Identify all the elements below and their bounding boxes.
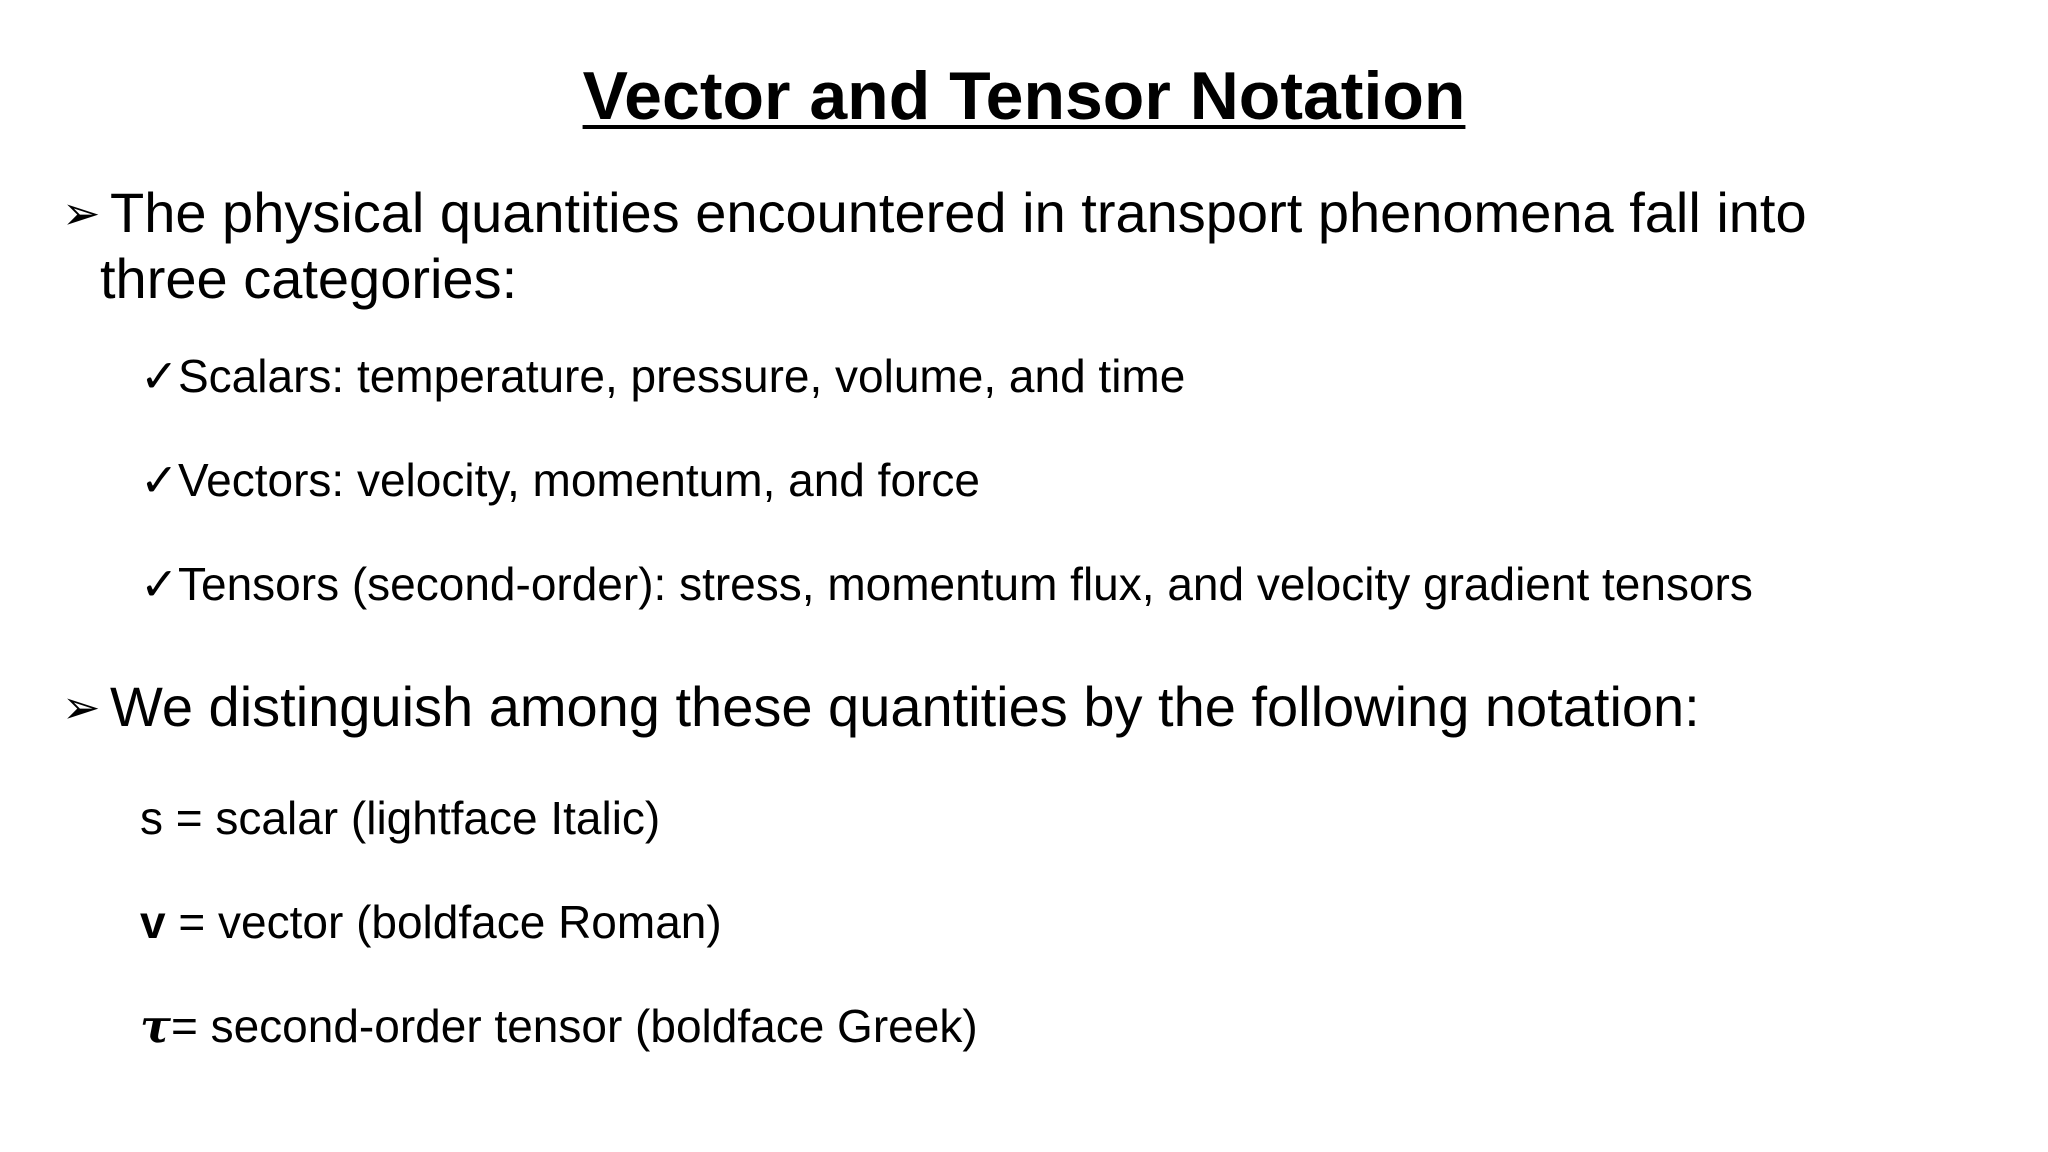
category-item-text: Vectors: velocity, momentum, and force [178, 454, 980, 506]
category-item-tensors [140, 556, 1753, 612]
notation-symbol-scalar: s [140, 792, 163, 844]
notation-desc-scalar: = scalar (lightface Italic) [163, 792, 661, 844]
notation-item-vector [140, 894, 722, 950]
bullet-categories [62, 180, 1992, 312]
check-icon: ✓ [140, 558, 179, 610]
bullet-notation-text: We distinguish among these quantities by the following notation: [110, 675, 1700, 738]
category-item-vectors [140, 452, 980, 508]
notation-desc-tensor: = second-order tensor (boldface Greek) [170, 1000, 978, 1052]
check-icon: ✓ [140, 350, 179, 402]
slide-title-text: Vector and Tensor Notation [582, 58, 1466, 134]
category-item-text: Scalars: temperature, pressure, volume, and time [178, 350, 1186, 402]
bullet-categories-line2: three categories: [100, 247, 518, 310]
notation-desc-vector: = vector (boldface Roman) [165, 896, 722, 948]
notation-symbol-vector: v [140, 896, 166, 948]
notation-item-scalar [140, 790, 660, 846]
arrow-bullet-icon: ➢ [62, 681, 101, 733]
bullet-categories-line1: The physical quantities encountered in transport phenomena fall into [110, 181, 1807, 244]
arrow-bullet-icon: ➢ [62, 187, 101, 239]
check-icon: ✓ [140, 454, 179, 506]
category-item-text: Tensors (second-order): stress, momentum flux, and velocity gradient tensors [178, 558, 1753, 610]
slide-title [0, 56, 2048, 136]
bullet-notation [62, 674, 1992, 740]
category-item-scalars [140, 348, 1185, 404]
notation-symbol-tensor: τ [140, 999, 171, 1053]
notation-item-tensor [140, 998, 978, 1054]
